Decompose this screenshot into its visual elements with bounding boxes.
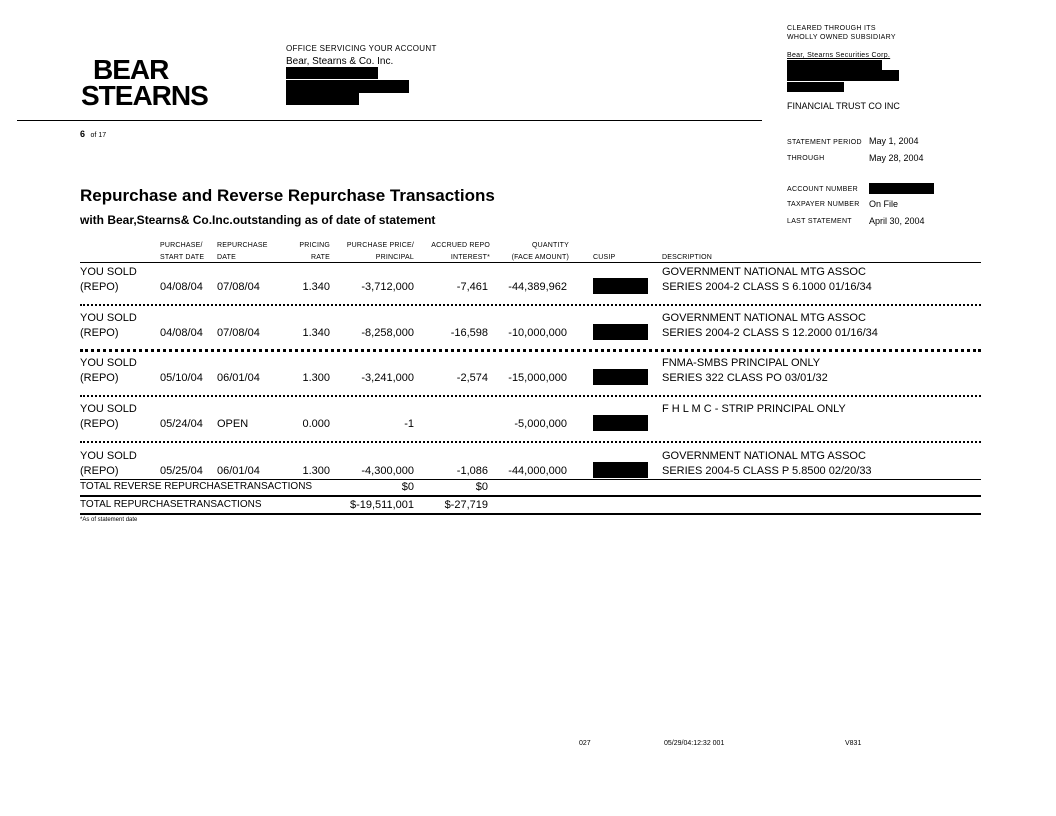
col-purchase-line1: PURCHASE/ bbox=[160, 242, 203, 249]
row-start-date: 04/08/04 bbox=[160, 281, 203, 293]
col-repurchase-line2: DATE bbox=[217, 254, 236, 261]
row-description-1: GOVERNMENT NATIONAL MTG ASSOC bbox=[662, 450, 866, 462]
row-subtype: (REPO) bbox=[80, 465, 119, 477]
row-interest: -2,574 bbox=[456, 372, 488, 384]
row-principal: -8,258,000 bbox=[361, 327, 414, 339]
redacted-account-number bbox=[869, 183, 934, 194]
row-type: YOU SOLD bbox=[80, 357, 137, 369]
row-rate: 0.000 bbox=[302, 418, 330, 430]
total-reverse-interest: $0 bbox=[475, 481, 488, 493]
row-type: YOU SOLD bbox=[80, 266, 137, 278]
header-rule bbox=[17, 120, 762, 121]
redacted-client-3 bbox=[787, 82, 844, 92]
row-quantity: -44,000,000 bbox=[508, 465, 567, 477]
row-separator bbox=[80, 304, 981, 306]
total-reverse-principal: $0 bbox=[401, 481, 414, 493]
bear-stearns-logo bbox=[81, 54, 208, 111]
row-principal: -1 bbox=[404, 418, 414, 430]
total-repo-principal: $-19,511,001 bbox=[349, 499, 414, 511]
row-start-date: 05/10/04 bbox=[160, 372, 203, 384]
total-repo-label: TOTAL REPURCHASETRANSACTIONS bbox=[80, 499, 262, 510]
redacted-address-1 bbox=[286, 67, 378, 79]
col-repurchase-date bbox=[217, 240, 268, 264]
row-quantity: -44,389,962 bbox=[508, 281, 567, 293]
row-repurchase-date: 06/01/04 bbox=[217, 372, 260, 384]
row-description-2: SERIES 322 CLASS PO 03/01/32 bbox=[662, 372, 828, 384]
row-separator bbox=[80, 441, 981, 443]
row-quantity: -15,000,000 bbox=[508, 372, 567, 384]
section-subtitle: with Bear,Stearns& Co.Inc.outstanding as of date of statement bbox=[80, 213, 436, 227]
office-name: Bear, Stearns & Co. Inc. bbox=[286, 56, 394, 67]
col-accrued-line2: INTEREST* bbox=[450, 254, 490, 261]
row-separator bbox=[80, 349, 981, 352]
row-description-1: GOVERNMENT NATIONAL MTG ASSOC bbox=[662, 312, 866, 324]
col-purchase-start bbox=[160, 240, 204, 264]
col-pricing-rate bbox=[280, 240, 330, 264]
row-rate: 1.300 bbox=[302, 465, 330, 477]
col-qty-line1: QUANTITY bbox=[532, 242, 569, 249]
row-subtype: (REPO) bbox=[80, 281, 119, 293]
row-principal: -4,300,000 bbox=[361, 465, 414, 477]
row-principal: -3,712,000 bbox=[361, 281, 414, 293]
col-quantity bbox=[495, 240, 569, 264]
row-repurchase-date: 07/08/04 bbox=[217, 327, 260, 339]
logo-line2: STEARNS bbox=[81, 80, 208, 111]
totals-top-rule bbox=[80, 479, 981, 480]
row-subtype: (REPO) bbox=[80, 372, 119, 384]
row-description-1: FNMA-SMBS PRINCIPAL ONLY bbox=[662, 357, 821, 369]
redacted-address-2 bbox=[286, 80, 409, 93]
page-of: of 17 bbox=[90, 132, 107, 139]
totals-bottom-rule bbox=[80, 513, 981, 515]
row-quantity: -5,000,000 bbox=[514, 418, 567, 430]
row-subtype: (REPO) bbox=[80, 418, 119, 430]
footer-code: 027 bbox=[579, 740, 591, 747]
col-price-line1: PURCHASE PRICE/ bbox=[346, 242, 414, 249]
page-indicator bbox=[80, 129, 106, 139]
col-repurchase-line1: REPURCHASE bbox=[217, 242, 268, 249]
row-repurchase-date: 07/08/04 bbox=[217, 281, 260, 293]
redacted-client-2 bbox=[787, 70, 899, 81]
col-purchase-price bbox=[335, 240, 414, 264]
row-interest: -7,461 bbox=[456, 281, 488, 293]
period-label: STATEMENT PERIOD bbox=[787, 139, 862, 146]
row-type: YOU SOLD bbox=[80, 403, 137, 415]
clearing-line2: WHOLLY OWNED SUBSIDIARY bbox=[787, 34, 896, 41]
row-subtype: (REPO) bbox=[80, 327, 119, 339]
col-pricing-line1: PRICING bbox=[299, 242, 330, 249]
row-type: YOU SOLD bbox=[80, 312, 137, 324]
last-statement-label: LAST STATEMENT bbox=[787, 218, 852, 225]
row-rate: 1.340 bbox=[302, 327, 330, 339]
logo-line1: BEAR bbox=[93, 54, 169, 85]
redacted-cusip bbox=[593, 462, 648, 478]
clearing-name: Bear, Stearns Securities Corp. bbox=[787, 52, 891, 59]
section-title: Repurchase and Reverse Repurchase Transactions bbox=[80, 186, 495, 205]
col-description: DESCRIPTION bbox=[662, 254, 713, 261]
row-repurchase-date: 06/01/04 bbox=[217, 465, 260, 477]
footnote: *As of statement date bbox=[80, 517, 138, 523]
footer-version: V831 bbox=[845, 740, 862, 747]
last-statement-value: April 30, 2004 bbox=[869, 216, 925, 226]
clearing-line1: CLEARED THROUGH ITS bbox=[787, 25, 876, 32]
row-description-1: GOVERNMENT NATIONAL MTG ASSOC bbox=[662, 266, 866, 278]
redacted-cusip bbox=[593, 324, 648, 340]
row-repurchase-date: OPEN bbox=[217, 418, 249, 430]
row-type: YOU SOLD bbox=[80, 450, 137, 462]
redacted-client-1 bbox=[787, 60, 882, 70]
footer-timestamp: 05/29/04:12:32 001 bbox=[664, 740, 725, 747]
col-accrued-line1: ACCRUED REPO bbox=[431, 242, 490, 249]
page-number: 6 bbox=[80, 129, 86, 139]
redacted-cusip bbox=[593, 369, 648, 385]
row-principal: -3,241,000 bbox=[361, 372, 414, 384]
totals-mid-rule bbox=[80, 495, 981, 497]
row-rate: 1.300 bbox=[302, 372, 330, 384]
row-start-date: 05/24/04 bbox=[160, 418, 203, 430]
row-start-date: 05/25/04 bbox=[160, 465, 203, 477]
office-label: OFFICE SERVICING YOUR ACCOUNT bbox=[286, 44, 437, 53]
col-purchase-line2: START DATE bbox=[160, 254, 205, 261]
col-price-line2: PRINCIPAL bbox=[375, 254, 414, 261]
row-rate: 1.340 bbox=[302, 281, 330, 293]
col-cusip: CUSIP bbox=[593, 254, 616, 261]
row-description-2: SERIES 2004-5 CLASS P 5.8500 02/20/33 bbox=[662, 465, 872, 477]
redacted-cusip bbox=[593, 278, 648, 294]
row-description-2: SERIES 2004-2 CLASS S 12.2000 01/16/34 bbox=[662, 327, 878, 339]
row-quantity: -10,000,000 bbox=[508, 327, 567, 339]
row-interest: -1,086 bbox=[456, 465, 488, 477]
row-separator bbox=[80, 395, 981, 397]
col-pricing-line2: RATE bbox=[311, 254, 330, 261]
through-value: May 28, 2004 bbox=[869, 153, 924, 163]
col-accrued-interest bbox=[420, 240, 490, 264]
redacted-address-3 bbox=[286, 93, 359, 105]
total-reverse-label: TOTAL REVERSE REPURCHASETRANSACTIONS bbox=[80, 481, 313, 492]
through-label: THROUGH bbox=[787, 155, 825, 162]
row-interest: -16,598 bbox=[450, 327, 488, 339]
row-description-1: F H L M C - STRIP PRINCIPAL ONLY bbox=[662, 403, 846, 415]
taxpayer-label: TAXPAYER NUMBER bbox=[787, 201, 860, 208]
row-start-date: 04/08/04 bbox=[160, 327, 203, 339]
table-header-rule bbox=[80, 262, 981, 263]
total-repo-interest: $-27,719 bbox=[444, 499, 488, 511]
client-name: FINANCIAL TRUST CO INC bbox=[787, 101, 900, 111]
row-description-2: SERIES 2004-2 CLASS S 6.1000 01/16/34 bbox=[662, 281, 872, 293]
col-qty-line2: (FACE AMOUNT) bbox=[511, 254, 569, 261]
taxpayer-value: On File bbox=[869, 199, 899, 209]
account-label: ACCOUNT NUMBER bbox=[787, 186, 858, 193]
period-value: May 1, 2004 bbox=[869, 136, 919, 146]
redacted-cusip bbox=[593, 415, 648, 431]
